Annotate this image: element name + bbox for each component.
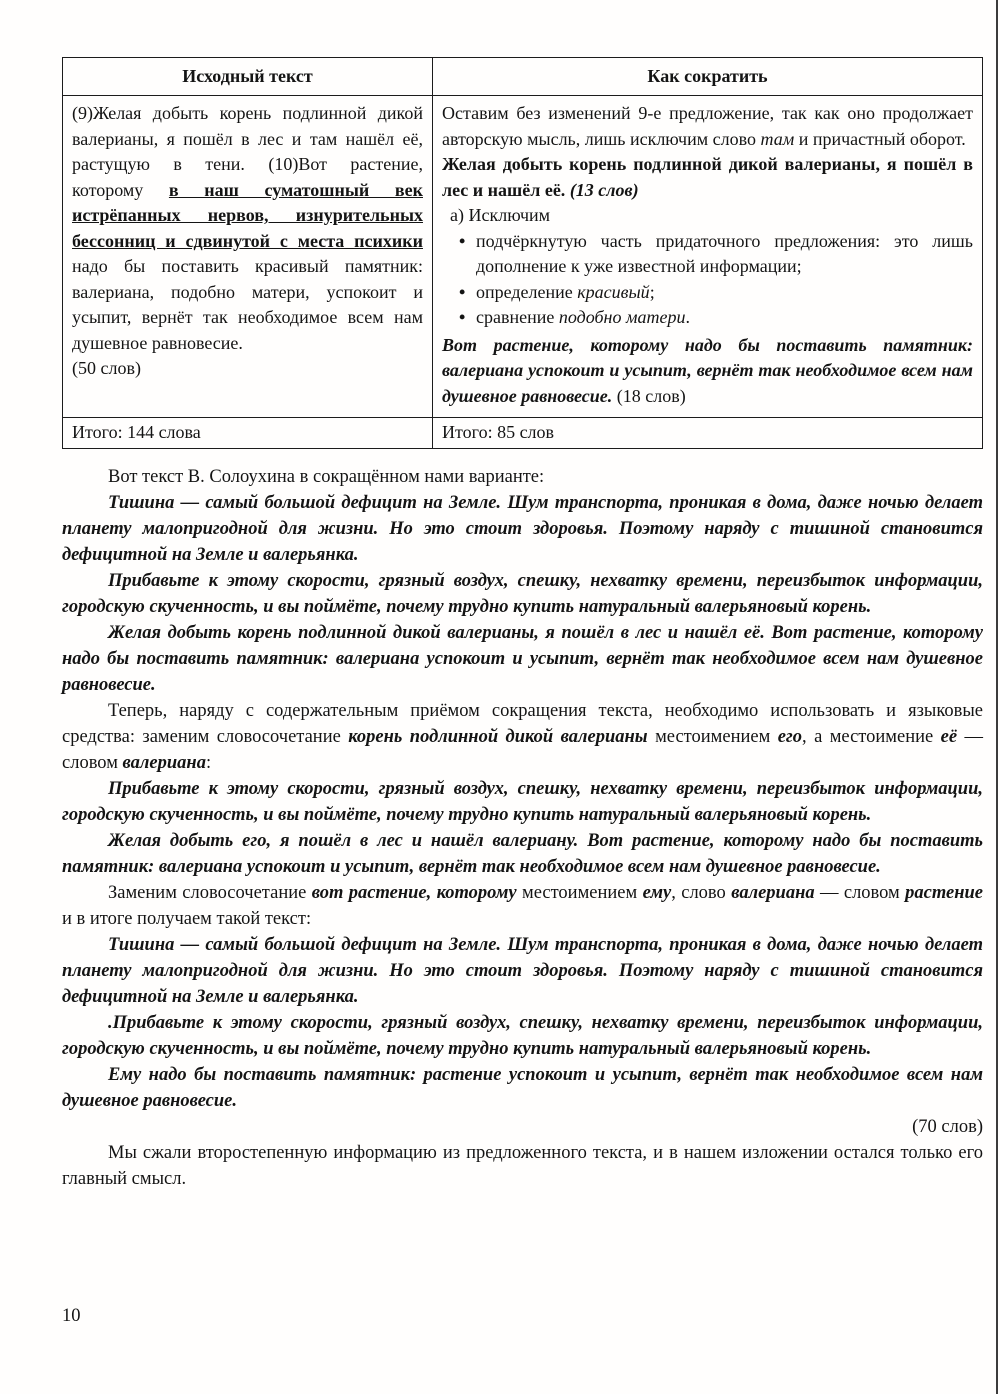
shorten-intro-paragraph: Оставим без изменений 9-е предложение, так как оно продолжает авторскую мысль, лишь исключим слово там и причастный оборот. xyxy=(442,103,973,149)
quoted-text-pribavte-2: Прибавьте к этому скорости, грязный воздух, спешку, нехватку времени, переизбыток информации, городскую скученность, и вы поймёте, почему трудно купить натуральный валерьяновый корень. xyxy=(62,779,983,825)
quoted-text-zhelaya-2: Желая добыть его, я пошёл в лес и нашёл валериану. Вот растение, которому надо бы поставить памятник: валериана успокоит и усыпит, вернёт так необходимое всем нам душевное равновесие. xyxy=(62,831,983,877)
quoted-text-tishina-2: Тишина — самый большой дефицит на Земле. Шум транспорта, проникая в дома, даже ночью делает планету малопригодной для жизни. Но это стоит здоровья. Поэтому наряду с тишиной становится дефицитной на Земле и валерьянка. xyxy=(62,935,983,1007)
quoted-text-tishina-1: Тишина — самый большой дефицит на Земле. Шум транспорта, проникая в дома, даже ночью делает планету малопригодной для жизни. Но это стоит здоровья. Поэтому наряду с тишиной становится дефицитной на Земле и валерьянка. xyxy=(62,493,983,565)
exclusion-item: • определение красивый; xyxy=(476,280,973,306)
exclusion-list xyxy=(442,229,973,331)
page-edge-line xyxy=(996,0,998,1394)
exclusion-heading: а) Исключим xyxy=(450,205,551,225)
explanation-replacement-2: Заменим словосочетание вот растение, которому местоимением ему, слово валериана — словом растение и в итоге получаем такой текст: xyxy=(62,883,983,929)
exclusion-item: • подчёркнутую часть придаточного предложения: это лишь дополнение к уже известной информации; xyxy=(476,229,973,280)
source-paragraph: (9)Желая добыть корень подлинной дикой валерианы, я пошёл в лес и там нашёл её, растущую в тени. (10)Вот растение, которому в наш суматошный век истрёпанных нервов, изнурительных бессонниц и сдвинутой с места психики надо бы поставить красивый памятник: валериана, подобно матери, успокоит и усыпит, вернёт так необходимое всем нам душевное равновесие. xyxy=(72,103,423,353)
quoted-text-zhelaya-1: Желая добыть корень подлинной дикой валерианы, я пошёл в лес и нашёл её. Вот растение, которому надо бы поставить памятник: валериана успокоит и усыпит, вернёт так необходимое всем нам душевное равновесие. xyxy=(62,623,983,695)
how-to-shorten-cell xyxy=(433,96,983,418)
comparison-table xyxy=(62,57,983,449)
header-how-to-shorten: Как сократить xyxy=(433,58,983,96)
shortened-result-paragraph: Вот растение, которому надо бы поставить памятник: валериана успокоит и усыпит, вернёт так необходимое всем нам душевное равновесие. (18 слов) xyxy=(442,334,973,406)
source-total: Итого: 144 слова xyxy=(63,418,433,449)
source-word-count: (50 слов) xyxy=(72,358,141,378)
totals-row xyxy=(63,418,983,449)
conclusion-paragraph: Мы сжали второстепенную информацию из предложенного текста, и в нашем изложении остался только его главный смысл. xyxy=(62,1143,983,1189)
exclusion-item: • сравнение подобно матери. xyxy=(476,305,973,331)
header-source-text: Исходный текст xyxy=(63,58,433,96)
body-text xyxy=(62,464,983,1192)
table-content-row xyxy=(63,96,983,418)
quoted-text-emu: Ему надо бы поставить памятник: растение успокоит и усыпит, вернёт так необходимое всем нам душевное равновесие. xyxy=(62,1065,983,1111)
explanation-replacement-1: Теперь, наряду с содержательным приёмом сокращения текста, необходимо использовать и языковые средства: заменим словосочетание корень подлинной дикой валерианы местоимением его, а местоимение её — словом валериана: xyxy=(62,701,984,773)
quoted-text-pribavte-1: Прибавьте к этому скорости, грязный воздух, спешку, нехватку времени, переизбыток информации, городскую скученность, и вы поймёте, почему трудно купить натуральный валерьяновый корень. xyxy=(62,571,983,617)
shortened-sentence-paragraph: Желая добыть корень подлинной дикой валерианы, я пошёл в лес и нашёл её. (13 слов) xyxy=(442,154,973,200)
word-count-70: (70 слов) xyxy=(912,1117,983,1137)
intro-line: Вот текст В. Солоухина в сокращённом нами варианте: xyxy=(108,467,545,487)
shorten-total: Итого: 85 слов xyxy=(433,418,983,449)
table-header-row xyxy=(63,58,983,96)
page-number: 10 xyxy=(62,1306,81,1326)
source-text-cell xyxy=(63,96,433,418)
quoted-text-pribavte-3: .Прибавьте к этому скорости, грязный воздух, спешку, нехватку времени, переизбыток информации, городскую скученность, и вы поймёте, почему трудно купить натуральный валерьяновый корень. xyxy=(62,1013,983,1059)
